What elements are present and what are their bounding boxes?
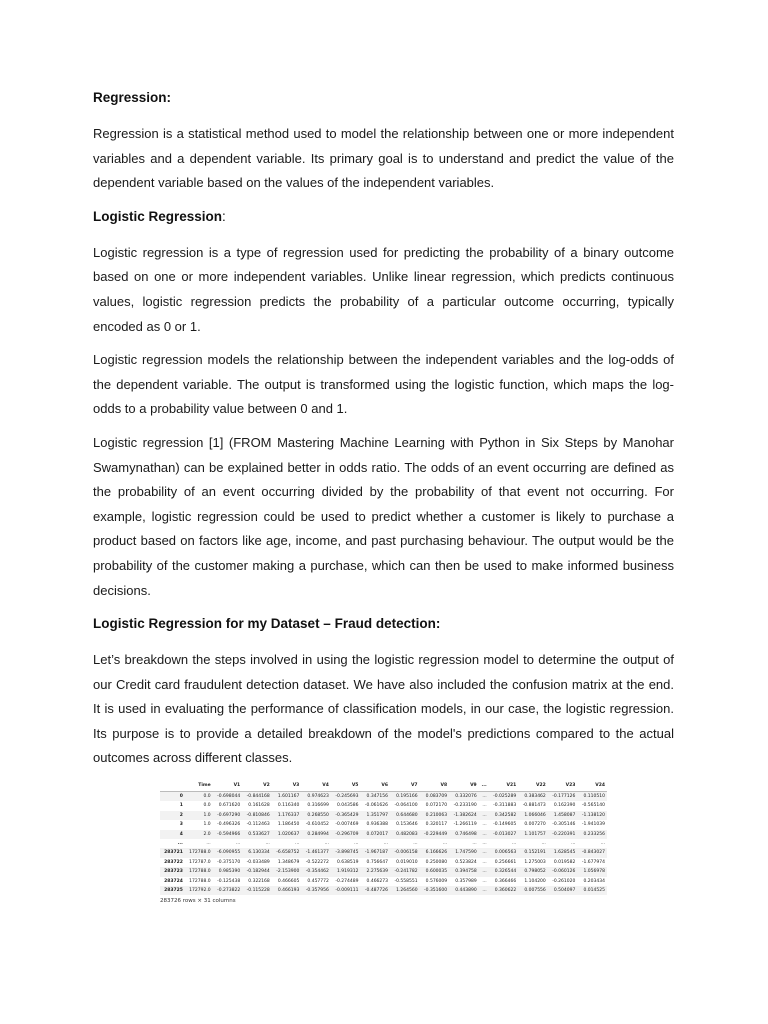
table-cell: 0.523824 <box>455 859 477 865</box>
table-row <box>160 820 607 829</box>
table-cell: -0.843027 <box>577 848 607 857</box>
table-cell: -2.153900 <box>272 867 302 876</box>
table-cell: 0.383462 <box>518 792 548 802</box>
table-cell: -0.496326 <box>217 822 241 828</box>
table-cell: 0.756647 <box>366 859 389 865</box>
table-cell: 0.332076 <box>449 792 479 802</box>
table-row <box>160 867 607 876</box>
table-row-index: 283723 <box>160 867 185 876</box>
table-cell: 1.104200 <box>524 878 546 884</box>
table-row <box>160 792 607 802</box>
table-cell: -0.558551 <box>394 878 418 884</box>
dataframe-column-header: ... <box>479 781 489 792</box>
dataframe-column-header <box>160 781 185 792</box>
table-cell: 0.152191 <box>518 848 548 857</box>
table-cell: 0.482083 <box>390 830 420 839</box>
table-cell: -0.061626 <box>364 803 389 809</box>
table-cell: -0.357956 <box>301 886 331 895</box>
table-cell: 0.326544 <box>489 867 519 876</box>
table-cell: ... <box>541 841 546 847</box>
table-cell: 0.466193 <box>272 886 302 895</box>
dataframe-column-header: V6 <box>360 781 390 792</box>
table-cell: 0.006563 <box>489 848 519 857</box>
table-cell: 0.284994 <box>301 830 331 839</box>
table-row <box>160 858 607 867</box>
table-cell: 0.671620 <box>218 803 241 809</box>
table-cell: 0.504097 <box>548 886 578 895</box>
table-cell: -0.698044 <box>213 792 243 802</box>
table-cell: ... <box>383 841 389 847</box>
table-cell: 172788.0 <box>185 848 213 857</box>
table-cell: 1.101757 <box>518 830 548 839</box>
table-cell: -1.967187 <box>360 848 390 857</box>
dataframe-column-header: V23 <box>548 781 578 792</box>
heading-logistic-regression <box>93 205 674 229</box>
table-row <box>160 811 607 820</box>
table-cell: -0.697290 <box>213 811 243 820</box>
table-cell: -0.610452 <box>305 822 329 828</box>
dataframe-column-header: V24 <box>577 781 607 792</box>
table-cell: -0.112463 <box>246 822 270 828</box>
heading-fraud-detection: Logistic Regression for my Dataset – Fraud detection: <box>93 616 441 632</box>
table-cell: ... <box>324 841 329 847</box>
table-cell: ... <box>479 867 489 876</box>
table-cell: ... <box>235 841 241 847</box>
table-cell: 0.203434 <box>583 878 605 884</box>
table-cell: 0.394758 <box>449 867 479 876</box>
table-cell: ... <box>479 811 489 820</box>
table-cell: 0.316699 <box>307 803 329 809</box>
table-cell: 0.638519 <box>336 859 359 865</box>
table-cell: -1.677974 <box>581 859 605 865</box>
table-cell: ... <box>442 841 448 847</box>
table-cell: -1.266119 <box>453 822 477 828</box>
paragraph-logistic-2: Logistic regression models the relationship between the independent variables and the log-odds of the dependent variable. The output is transformed using the logistic function, which maps the log-odds to a probability value between 0 and 1. <box>93 352 674 417</box>
table-cell: -0.025289 <box>489 792 519 802</box>
table-cell: 0.153646 <box>396 822 418 828</box>
table-cell: ... <box>479 886 489 895</box>
table-cell: ... <box>479 792 489 802</box>
table-cell: -0.007469 <box>335 822 359 828</box>
table-cell: -1.941039 <box>581 822 605 828</box>
table-cell: 0.083709 <box>420 792 450 802</box>
table-cell: 172787.0 <box>189 859 211 865</box>
table-cell: 1.275003 <box>524 859 546 865</box>
table-row-index: 283722 <box>164 859 183 865</box>
table-cell: -0.229449 <box>420 830 450 839</box>
table-cell: -0.487726 <box>360 886 390 895</box>
dataframe-column-header: V22 <box>518 781 548 792</box>
dataframe-preview <box>160 781 607 904</box>
table-cell: -0.522272 <box>305 859 329 865</box>
table-cell: -6.658752 <box>272 848 302 857</box>
table-row-index: ... <box>177 841 183 847</box>
table-cell: 0.110510 <box>577 792 607 802</box>
table-cell: 2.0 <box>185 830 213 839</box>
table-cell: -6.090955 <box>213 848 243 857</box>
paragraph-logistic-1: Logistic regression is a type of regression used for predicting the probability of a binary outcome based on one or more independent variables. Unlike linear regression, which predicts continuous values, logistic regression predicts the probability of a particular outcome occurring, typically encoded as 0 or 1. <box>93 244 674 334</box>
table-cell: 0.322168 <box>248 878 270 884</box>
table-cell: 1.056978 <box>577 867 607 876</box>
table-cell: 0.116340 <box>277 803 300 809</box>
table-cell: ... <box>479 830 489 839</box>
table-cell: -0.149605 <box>493 822 517 828</box>
table-cell: ... <box>265 841 270 847</box>
dataframe-column-header: V3 <box>272 781 302 792</box>
table-row-index: 283725 <box>160 886 185 895</box>
table-cell: 0.366466 <box>494 878 517 884</box>
table-cell: 0.019010 <box>396 859 418 865</box>
dataframe-column-header: V9 <box>449 781 479 792</box>
table-row-index: 283724 <box>164 878 183 884</box>
table-cell: -0.565140 <box>581 803 605 809</box>
table-row <box>160 839 607 848</box>
table-cell: -0.273822 <box>213 886 243 895</box>
document-page <box>93 86 674 780</box>
table-row-index: 2 <box>160 811 185 820</box>
table-cell: 1.628545 <box>548 848 578 857</box>
table-cell: ... <box>482 841 487 847</box>
table-cell: -0.365429 <box>331 811 361 820</box>
table-cell: -0.233190 <box>453 803 477 809</box>
table-cell: 0.443890 <box>449 886 479 895</box>
table-cell: -0.354462 <box>301 867 331 876</box>
table-cell: -1.138120 <box>577 811 607 820</box>
table-cell: ... <box>295 841 300 847</box>
table-cell: -0.305146 <box>552 822 576 828</box>
table-cell: 172792.0 <box>185 886 213 895</box>
table-cell: 0.043586 <box>336 803 359 809</box>
table-cell: 1.264560 <box>390 886 420 895</box>
table-cell: 1.458087 <box>548 811 578 820</box>
table-cell: 0.268550 <box>301 811 331 820</box>
heading-logistic-colon: : <box>222 208 226 224</box>
table-cell: 0.072170 <box>425 803 448 809</box>
table-cell: 0.644680 <box>390 811 420 820</box>
table-cell: ... <box>571 841 576 847</box>
table-cell: 0.0 <box>203 803 211 809</box>
table-cell: -0.881473 <box>522 803 546 809</box>
table-cell: 0.466273 <box>366 878 389 884</box>
dataframe-column-header: V4 <box>301 781 331 792</box>
table-cell: 0.320117 <box>425 822 448 828</box>
table-cell: -0.241782 <box>390 867 420 876</box>
table-cell: ... <box>413 841 418 847</box>
table-cell: 0.233256 <box>577 830 607 839</box>
table-cell: 0.250080 <box>425 859 448 865</box>
table-cell: -0.220391 <box>548 830 578 839</box>
dataframe-column-header: V1 <box>213 781 243 792</box>
table-cell: 0.161628 <box>248 803 270 809</box>
table-row <box>160 801 607 810</box>
table-cell: 0.162390 <box>553 803 576 809</box>
table-cell: ... <box>206 841 211 847</box>
table-cell: -0.261020 <box>552 878 576 884</box>
table-cell: 0.072017 <box>360 830 390 839</box>
table-cell: 0.985390 <box>213 867 243 876</box>
paragraph-fraud: Let’s breakdown the steps involved in using the logistic regression model to determine the output of our Credit card fraudulent detection dataset. We have also included the confusion matrix at the end. It is used in evaluating the performance of classification models, in our case, the logistic regression. Its purpose is to provide a detailed breakdown of the model's predictions compared to the actual outcomes across different classes. <box>93 652 674 766</box>
table-cell: 1.176337 <box>272 811 302 820</box>
table-cell: 0.007556 <box>518 886 548 895</box>
table-cell: -0.182944 <box>242 867 272 876</box>
table-cell: 0.195166 <box>390 792 420 802</box>
table-cell: -0.844168 <box>242 792 272 802</box>
table-row-index: 3 <box>179 822 183 828</box>
dataframe-column-header: Time <box>185 781 213 792</box>
table-cell: 1.601167 <box>272 792 302 802</box>
dataframe-column-header: V2 <box>242 781 272 792</box>
table-cell: 0.014525 <box>577 886 607 895</box>
table-cell: 1.0 <box>185 811 213 820</box>
table-cell: 1.351797 <box>360 811 390 820</box>
table-cell: 0.746498 <box>449 830 479 839</box>
table-row <box>160 830 607 839</box>
table-cell: 1.919312 <box>331 867 361 876</box>
table-cell: -0.810846 <box>242 811 272 820</box>
table-cell: ... <box>482 803 487 809</box>
table-cell: ... <box>511 841 517 847</box>
dataframe-column-header: V8 <box>420 781 450 792</box>
table-cell: 0.0 <box>185 792 213 802</box>
table-cell: -0.033489 <box>246 859 270 865</box>
table-cell: 6.130334 <box>242 848 272 857</box>
table-cell: 0.342582 <box>489 811 519 820</box>
dataframe-column-header: V5 <box>331 781 361 792</box>
table-cell: -0.351600 <box>420 886 450 895</box>
table-row <box>160 877 607 886</box>
table-cell: 0.936388 <box>366 822 389 828</box>
table-row <box>160 886 607 895</box>
heading-regression: Regression: <box>93 90 172 105</box>
table-cell: 1.186450 <box>277 822 300 828</box>
table-row-index: 4 <box>160 830 185 839</box>
paragraph-regression: Regression is a statistical method used to model the relationship between one or more independent variables and a dependent variable. Its primary goal is to understand and predict the value of the dependent variable based on the values of the independent variables. <box>93 126 674 191</box>
table-row-index: 283721 <box>160 848 185 857</box>
table-cell: -0.009111 <box>331 886 361 895</box>
table-cell: 172788.0 <box>189 878 211 884</box>
table-cell: -0.274489 <box>335 878 359 884</box>
table-cell: ... <box>482 878 487 884</box>
table-cell: 0.974623 <box>301 792 331 802</box>
table-cell: 1.348679 <box>277 859 300 865</box>
dataframe-table <box>160 781 607 895</box>
table-cell: -3.898745 <box>331 848 361 857</box>
table-cell: -0.296709 <box>331 830 361 839</box>
table-cell: -1.382624 <box>449 811 479 820</box>
table-cell: 0.210063 <box>420 811 450 820</box>
table-cell: 0.457772 <box>307 878 329 884</box>
table-cell: ... <box>479 848 489 857</box>
table-cell: ... <box>472 841 477 847</box>
table-row <box>160 848 607 857</box>
table-cell: 0.798052 <box>518 867 548 876</box>
table-cell: -0.245693 <box>331 792 361 802</box>
table-cell: 1.0 <box>203 822 211 828</box>
table-cell: -0.177126 <box>548 792 578 802</box>
dataframe-body <box>160 792 607 896</box>
table-cell: ... <box>354 841 359 847</box>
table-cell: 1.747590 <box>449 848 479 857</box>
dataframe-header-row <box>160 781 607 792</box>
table-cell: -0.013027 <box>489 830 519 839</box>
table-cell: -0.375170 <box>217 859 241 865</box>
table-cell: -0.311883 <box>493 803 517 809</box>
table-cell: -0.006158 <box>390 848 420 857</box>
table-cell: 0.466605 <box>277 878 300 884</box>
table-cell: 6.166626 <box>420 848 450 857</box>
table-row-index: 0 <box>160 792 185 802</box>
table-cell: 1.066046 <box>518 811 548 820</box>
table-cell: -0.060126 <box>548 867 578 876</box>
table-cell: 0.533627 <box>242 830 272 839</box>
table-cell: 0.019582 <box>553 859 576 865</box>
table-cell: 0.600035 <box>420 867 450 876</box>
table-cell: 0.357989 <box>455 878 477 884</box>
table-cell: 1.020637 <box>272 830 302 839</box>
heading-logistic-text: Logistic Regression <box>93 208 223 224</box>
paragraph-logistic-3: Logistic regression [1] (FROM Mastering Machine Learning with Python in Six Steps by Manohar Swamynathan) can be explained better in odds ratio. The odds of an event occurring are defined as the probability of an event occurring divided by the probability of that event not occurring. For example, logistic regression could be used to predict whether a customer is likely to purchase a product based on factors like age, income, and past purchasing behaviour. The output would be the probability of the customer making a purchase, which can then be used to make informed business decisions. <box>93 434 674 598</box>
table-cell: -0.115228 <box>242 886 272 895</box>
table-cell: 0.360622 <box>489 886 519 895</box>
table-cell: 0.256661 <box>494 859 517 865</box>
table-row-index: 1 <box>179 803 183 809</box>
table-cell: ... <box>482 822 487 828</box>
dataframe-column-header: V7 <box>390 781 420 792</box>
table-cell: -0.064100 <box>394 803 418 809</box>
table-cell: -0.125438 <box>217 878 241 884</box>
table-cell: -1.461377 <box>301 848 331 857</box>
table-cell: 0.347156 <box>360 792 390 802</box>
table-cell: 172788.0 <box>185 867 213 876</box>
dataframe-column-header: V21 <box>489 781 519 792</box>
table-cell: 0.576009 <box>425 878 448 884</box>
table-cell: 0.007270 <box>524 822 546 828</box>
table-cell: -0.594966 <box>213 830 243 839</box>
table-cell: 2.275639 <box>360 867 390 876</box>
table-cell: ... <box>600 841 605 847</box>
dataframe-shape-label: 283726 rows × 31 columns <box>160 898 236 905</box>
table-cell: ... <box>482 859 487 865</box>
